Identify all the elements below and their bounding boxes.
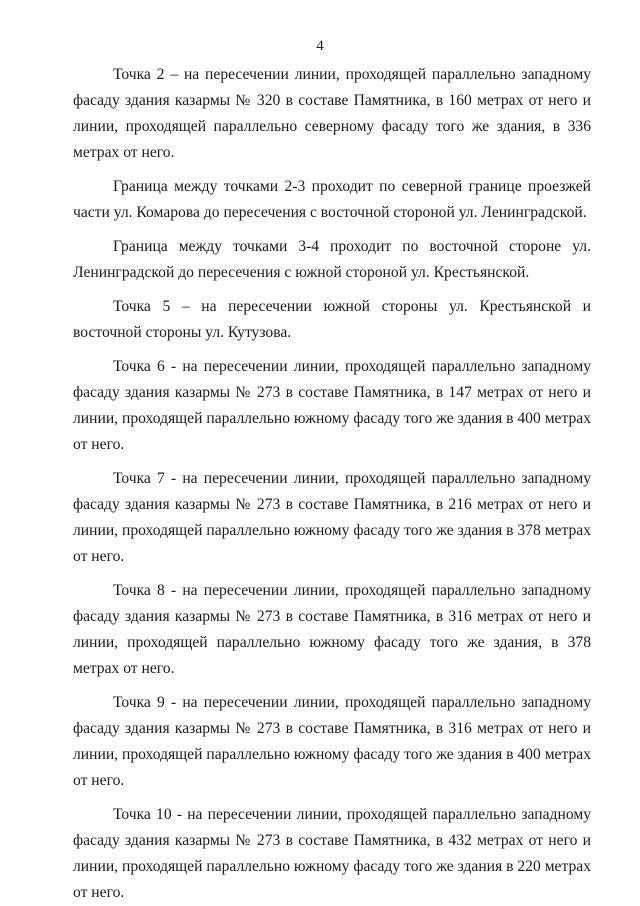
- paragraph-point-8: Точка 8 - на пересечении линии, проходящей параллельно западному фасаду здания казармы № 273 в составе Памятника, в 316 метрах от него и линии, проходящей параллельно южному фасаду того же здания, в 378 метрах от него.: [73, 582, 591, 677]
- paragraph-point-5: Точка 5 – на пересечении южной стороны ул. Крестьянской и восточной стороны ул. Кутузова.: [73, 298, 591, 341]
- paragraph-boundary-3-4: Граница между точками 3-4 проходит по восточной стороне ул. Ленинградской до пересечения с южной стороной ул. Крестьянской.: [73, 238, 591, 281]
- document-body: [73, 62, 591, 906]
- paragraph-point-10: Точка 10 - на пересечении линии, проходящей параллельно западному фасаду здания казармы № 273 в составе Памятника, в 432 метрах от него и линии, проходящей параллельно южному фасаду того же здания в 220 метрах от него.: [73, 806, 591, 901]
- paragraph-point-9: Точка 9 - на пересечении линии, проходящей параллельно западному фасаду здания казармы № 273 в составе Памятника, в 316 метрах от него и линии, проходящей параллельно южному фасаду того же здания в 400 метрах от него.: [73, 694, 591, 789]
- paragraph-point-7: Точка 7 - на пересечении линии, проходящей параллельно западному фасаду здания казармы № 273 в составе Памятника, в 216 метрах от него и линии, проходящей параллельно южному фасаду того же здания в 378 метрах от него.: [73, 470, 591, 565]
- paragraph-boundary-2-3: Граница между точками 2-3 проходит по северной границе проезжей части ул. Комарова до пересечения с восточной стороной ул. Ленинградской.: [73, 178, 591, 221]
- paragraph-point-6: Точка 6 - на пересечении линии, проходящей параллельно западному фасаду здания казармы № 273 в составе Памятника, в 147 метрах от него и линии, проходящей параллельно южному фасаду того же здания в 400 метрах от него.: [73, 358, 591, 453]
- paragraph-point-2: Точка 2 – на пересечении линии, проходящей параллельно западному фасаду здания казармы № 320 в составе Памятника, в 160 метрах от него и линии, проходящей параллельно северному фасаду того же здания, в 336 метрах от него.: [73, 66, 591, 161]
- page-number: 4: [316, 38, 324, 54]
